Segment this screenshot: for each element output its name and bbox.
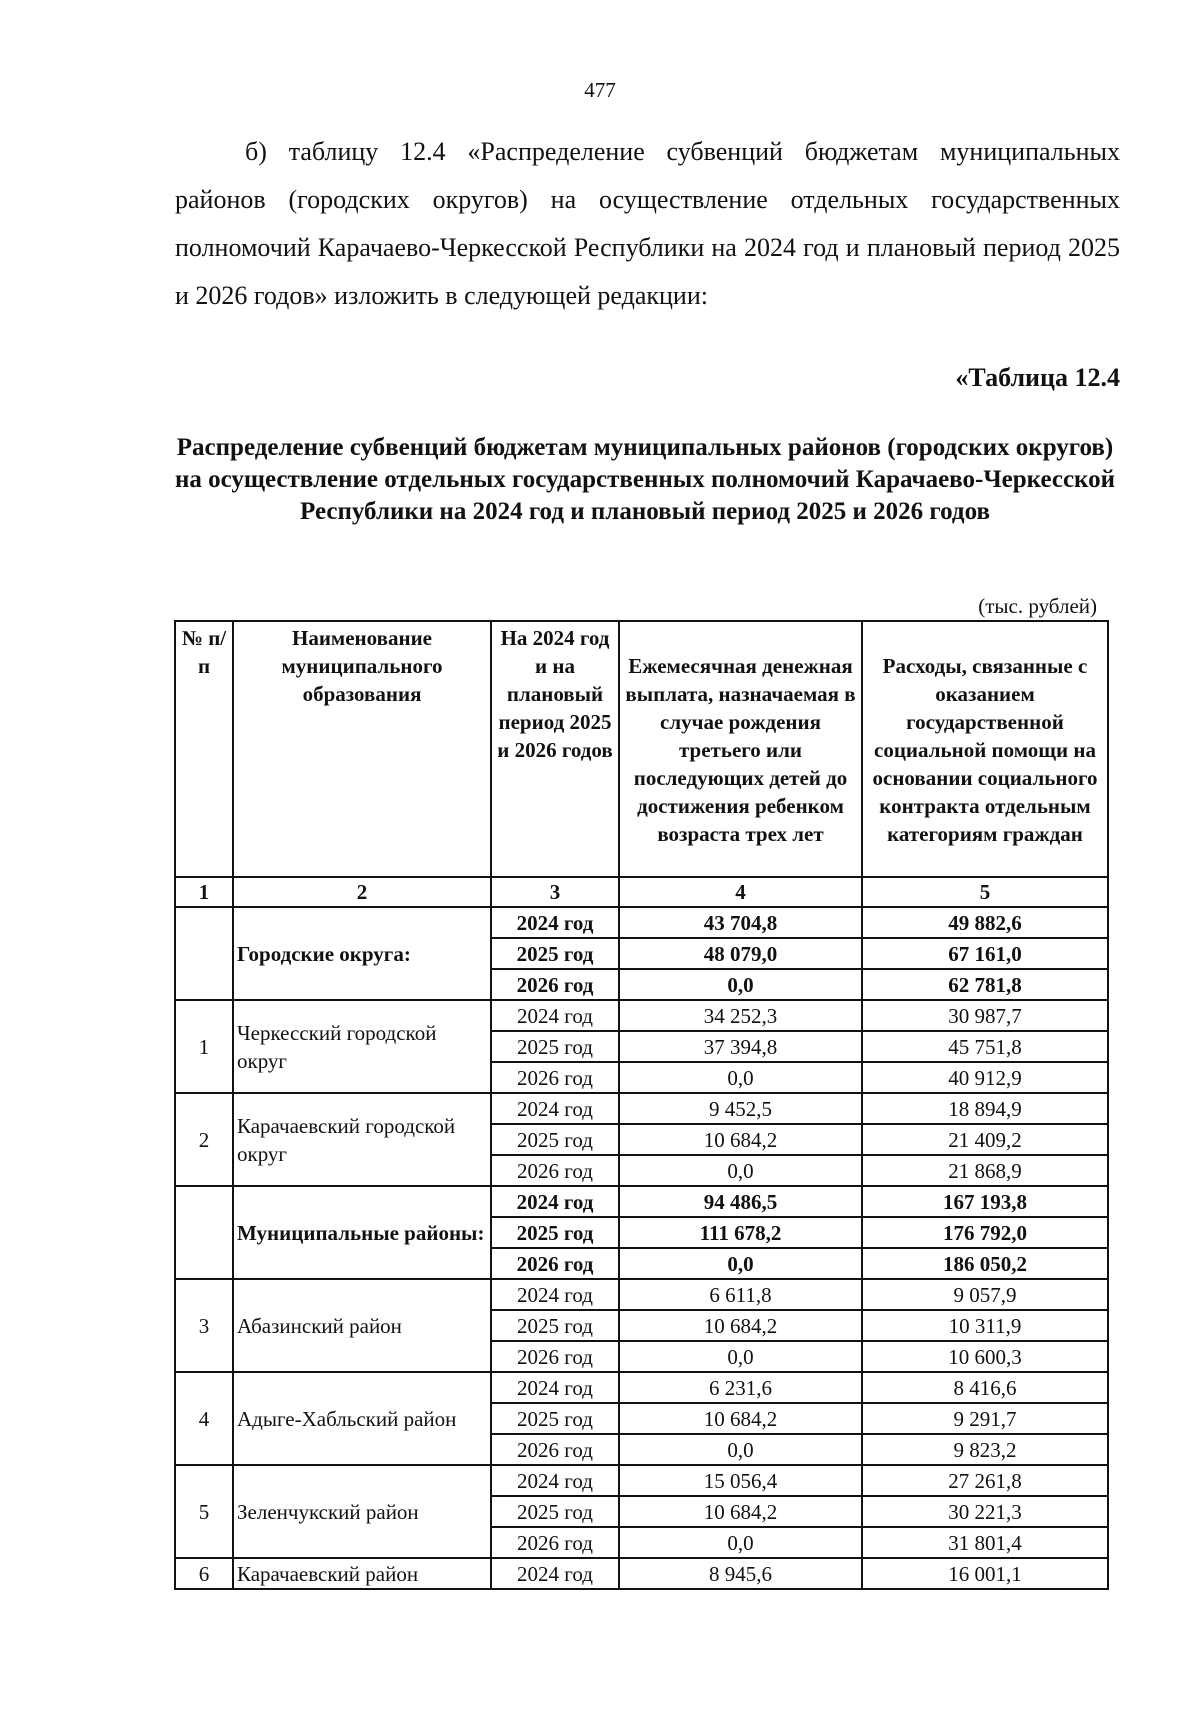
table-row <box>175 1372 1108 1403</box>
municipality-name: Карачаевский район <box>233 1558 491 1589</box>
social-contract-cell: 31 801,4 <box>862 1527 1108 1558</box>
municipality-name: Адыге-Хабльский район <box>233 1372 491 1465</box>
table-body <box>175 907 1108 1589</box>
monthly-payment-cell: 0,0 <box>619 1248 862 1279</box>
table-label: «Таблица 12.4 <box>955 363 1120 392</box>
column-number: 1 <box>175 877 233 907</box>
column-number-row <box>175 877 1108 907</box>
row-number <box>175 907 233 1000</box>
social-contract-cell: 21 409,2 <box>862 1124 1108 1155</box>
year-cell: 2025 год <box>491 1217 619 1248</box>
social-contract-cell: 10 600,3 <box>862 1341 1108 1372</box>
year-cell: 2026 год <box>491 969 619 1000</box>
year-cell: 2025 год <box>491 1124 619 1155</box>
table-row <box>175 1186 1108 1217</box>
year-cell: 2024 год <box>491 907 619 938</box>
header-name: Наименование муниципального образования <box>233 621 491 877</box>
social-contract-cell: 167 193,8 <box>862 1186 1108 1217</box>
municipality-name: Муниципальные районы: <box>233 1186 491 1279</box>
table-row <box>175 1279 1108 1310</box>
municipality-name: Черкесский городской округ <box>233 1000 491 1093</box>
monthly-payment-cell: 48 079,0 <box>619 938 862 969</box>
social-contract-cell: 9 823,2 <box>862 1434 1108 1465</box>
social-contract-cell: 67 161,0 <box>862 938 1108 969</box>
year-cell: 2025 год <box>491 1496 619 1527</box>
monthly-payment-cell: 10 684,2 <box>619 1310 862 1341</box>
table-row <box>175 1000 1108 1031</box>
year-cell: 2026 год <box>491 1062 619 1093</box>
monthly-payment-cell: 94 486,5 <box>619 1186 862 1217</box>
monthly-payment-cell: 0,0 <box>619 969 862 1000</box>
header-num: № п/п <box>175 621 233 877</box>
monthly-payment-cell: 9 452,5 <box>619 1093 862 1124</box>
table-title: Распределение субвенций бюджетам муниципальных районов (городских округов) на осуществление отдельных государственных полномочий Карачаево-Черкесской Республики на 2024 год и плановый период 2025 и 2026 годов <box>174 434 1116 525</box>
social-contract-cell: 21 868,9 <box>862 1155 1108 1186</box>
intro-paragraph: б) таблицу 12.4 «Распределение субвенций бюджетам муниципальных районов (городских округов) на осуществление отдельных государственных полномочий Карачаево-Черкесской Республики на 2024 год и плановый период 2025 и 2026 годов» изложить в следующей редакции: <box>175 137 1120 310</box>
year-cell: 2025 год <box>491 1031 619 1062</box>
year-cell: 2024 год <box>491 1465 619 1496</box>
monthly-payment-cell: 0,0 <box>619 1527 862 1558</box>
column-number: 5 <box>862 877 1108 907</box>
year-cell: 2024 год <box>491 1000 619 1031</box>
monthly-payment-cell: 0,0 <box>619 1434 862 1465</box>
monthly-payment-cell: 6 611,8 <box>619 1279 862 1310</box>
year-cell: 2024 год <box>491 1372 619 1403</box>
column-number: 3 <box>491 877 619 907</box>
municipality-name: Зеленчукский район <box>233 1465 491 1558</box>
year-cell: 2025 год <box>491 1310 619 1341</box>
year-cell: 2026 год <box>491 1248 619 1279</box>
table-row <box>175 1558 1108 1589</box>
year-cell: 2024 год <box>491 1093 619 1124</box>
monthly-payment-cell: 0,0 <box>619 1062 862 1093</box>
row-number: 4 <box>175 1372 233 1465</box>
subvention-table <box>174 620 1109 1590</box>
year-cell: 2026 год <box>491 1341 619 1372</box>
monthly-payment-cell: 15 056,4 <box>619 1465 862 1496</box>
row-number: 1 <box>175 1000 233 1093</box>
social-contract-cell: 40 912,9 <box>862 1062 1108 1093</box>
year-cell: 2024 год <box>491 1558 619 1589</box>
social-contract-cell: 30 221,3 <box>862 1496 1108 1527</box>
year-cell: 2025 год <box>491 1403 619 1434</box>
social-contract-cell: 186 050,2 <box>862 1248 1108 1279</box>
monthly-payment-cell: 10 684,2 <box>619 1403 862 1434</box>
table-row <box>175 1093 1108 1124</box>
social-contract-cell: 27 261,8 <box>862 1465 1108 1496</box>
monthly-payment-cell: 37 394,8 <box>619 1031 862 1062</box>
year-cell: 2026 год <box>491 1155 619 1186</box>
row-number: 3 <box>175 1279 233 1372</box>
header-monthly-payment: Ежемесячная денежная выплата, назначаемая в случае рождения третьего или последующих детей до достижения ребенком возраста трех лет <box>619 621 862 877</box>
social-contract-cell: 45 751,8 <box>862 1031 1108 1062</box>
municipality-name: Карачаевский городской округ <box>233 1093 491 1186</box>
social-contract-cell: 9 291,7 <box>862 1403 1108 1434</box>
social-contract-cell: 16 001,1 <box>862 1558 1108 1589</box>
row-number <box>175 1186 233 1279</box>
header-social-contract: Расходы, связанные с оказанием государственной социальной помощи на основании социального контракта отдельным категориям граждан <box>862 621 1108 877</box>
monthly-payment-cell: 0,0 <box>619 1341 862 1372</box>
table-row <box>175 907 1108 938</box>
row-number: 6 <box>175 1558 233 1589</box>
year-cell: 2025 год <box>491 938 619 969</box>
monthly-payment-cell: 10 684,2 <box>619 1124 862 1155</box>
row-number: 2 <box>175 1093 233 1186</box>
municipality-name: Городские округа: <box>233 907 491 1000</box>
municipality-name: Абазинский район <box>233 1279 491 1372</box>
column-number: 2 <box>233 877 491 907</box>
year-cell: 2024 год <box>491 1186 619 1217</box>
year-cell: 2026 год <box>491 1527 619 1558</box>
social-contract-cell: 9 057,9 <box>862 1279 1108 1310</box>
header-year: На 2024 год и на плановый период 2025 и 2026 годов <box>491 621 619 877</box>
monthly-payment-cell: 10 684,2 <box>619 1496 862 1527</box>
social-contract-cell: 8 416,6 <box>862 1372 1108 1403</box>
social-contract-cell: 49 882,6 <box>862 907 1108 938</box>
units-label: (тыс. рублей) <box>978 594 1097 618</box>
row-number: 5 <box>175 1465 233 1558</box>
column-number: 4 <box>619 877 862 907</box>
social-contract-cell: 62 781,8 <box>862 969 1108 1000</box>
social-contract-cell: 18 894,9 <box>862 1093 1108 1124</box>
social-contract-cell: 10 311,9 <box>862 1310 1108 1341</box>
page-number: 477 <box>584 78 616 102</box>
monthly-payment-cell: 34 252,3 <box>619 1000 862 1031</box>
year-cell: 2024 год <box>491 1279 619 1310</box>
monthly-payment-cell: 0,0 <box>619 1155 862 1186</box>
monthly-payment-cell: 6 231,6 <box>619 1372 862 1403</box>
monthly-payment-cell: 8 945,6 <box>619 1558 862 1589</box>
social-contract-cell: 30 987,7 <box>862 1000 1108 1031</box>
monthly-payment-cell: 111 678,2 <box>619 1217 862 1248</box>
social-contract-cell: 176 792,0 <box>862 1217 1108 1248</box>
year-cell: 2026 год <box>491 1434 619 1465</box>
table-row <box>175 1465 1108 1496</box>
monthly-payment-cell: 43 704,8 <box>619 907 862 938</box>
